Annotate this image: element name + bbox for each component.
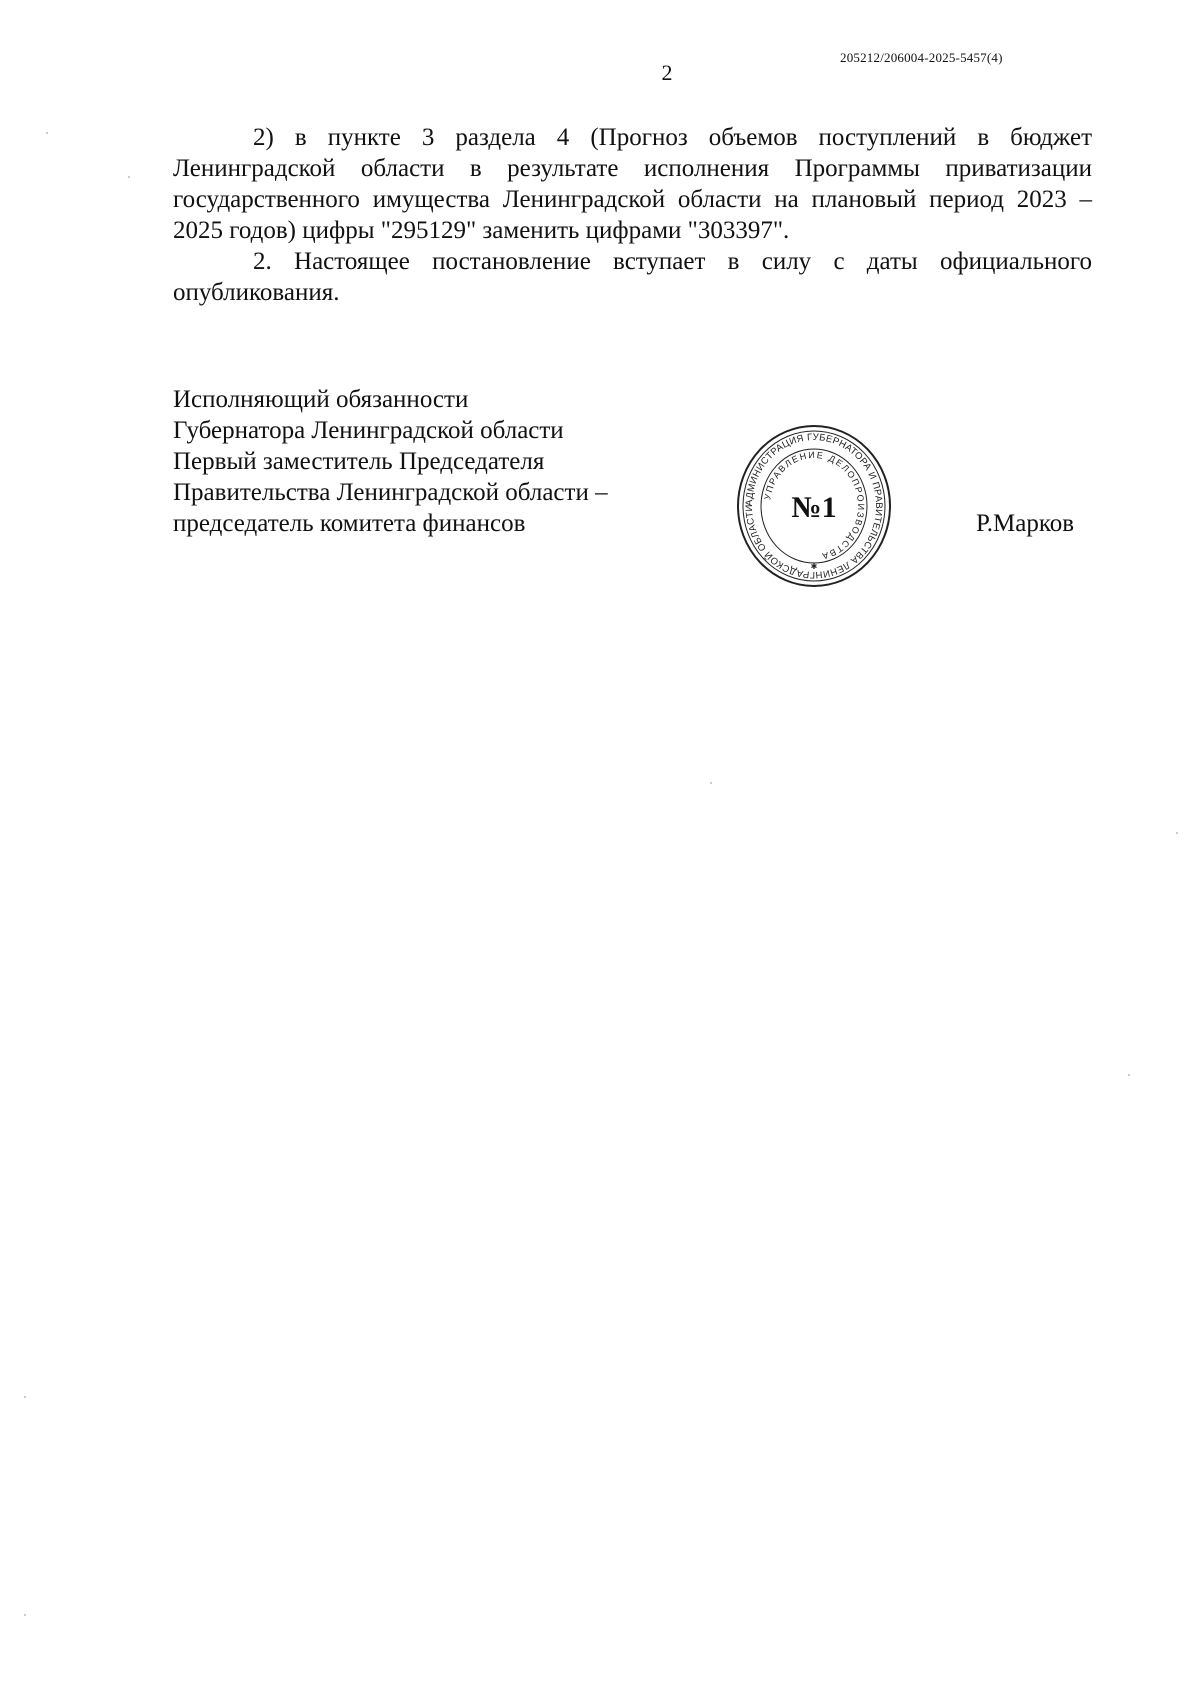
seal-inner-text: УПРАВЛЕНИЕ ДЕЛОПРОИЗВОДСТВА [762,449,867,562]
seal-ring-text: АДМИНИСТРАЦИЯ ГУБЕРНАТОРА И ПРАВИТЕЛЬСТВА ЛЕНИНГРАДСКОЙ ОБЛАСТИ [743,431,885,581]
signatory-title [173,384,608,539]
scan-speck [128,176,130,178]
scan-speck [1176,832,1178,834]
scan-speck [24,1614,26,1616]
signatory-title-line: Первый заместитель Председателя [173,448,545,475]
signatory-title-line: Исполняющий обязанности [173,386,469,413]
signatory-title-line: Губернатора Ленинградской области [173,417,564,444]
signatory-name: Р.Марков [976,510,1075,537]
scan-speck [1128,1074,1130,1076]
signatory-title-line: Правительства Ленинградской области – [173,479,608,506]
page-number: 2 [661,60,673,85]
paragraph-effective-date: 2. Настоящее постановление вступает в силу с даты официального опубликования. [173,248,1092,306]
scan-speck [24,1396,26,1398]
star-icon: ✱ [810,562,818,571]
scan-speck [46,132,48,134]
document-number: 205212/206004-2025-5457(4) [840,50,1003,65]
seal-graphic [734,420,894,592]
signatory-title-line: председатель комитета финансов [173,510,526,537]
document-body [173,122,1092,308]
official-seal [734,420,894,592]
paragraph-amendment: 2) в пункте 3 раздела 4 (Прогноз объемов поступлений в бюджет Ленинградской области в результате исполнения Программы приватизации государственного имущества Ленинградской области на плановый период 2023 – 2025 годов) цифры "295129" заменить цифрами "303397". [173,124,1092,244]
scan-speck [710,782,712,784]
seal-center-text: №1 [791,491,837,524]
